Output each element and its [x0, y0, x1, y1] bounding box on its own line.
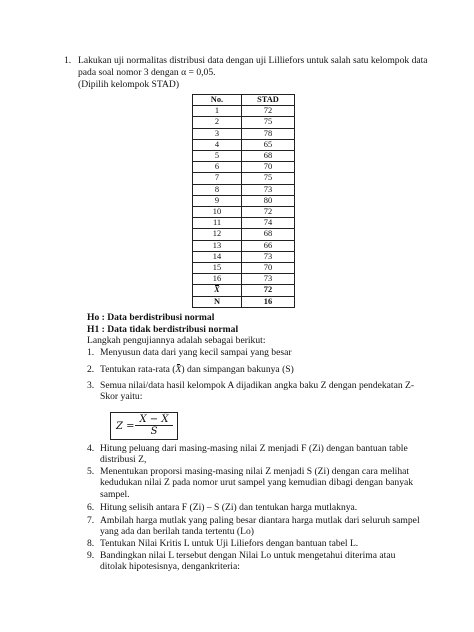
row-number: 14 [193, 251, 242, 262]
row-number: 1 [193, 106, 242, 117]
mean-symbol: X [214, 285, 220, 295]
step-line: Ambilah harga mutlak yang paling besar diantara harga mutlak dari seluruh sampel [100, 515, 420, 526]
row-number: 6 [193, 162, 242, 173]
row-number: 7 [193, 173, 242, 184]
stad-score: 75 [241, 117, 294, 128]
col-header-stad: STAD [241, 95, 294, 106]
table-row [193, 106, 295, 117]
stad-score: 74 [241, 218, 294, 229]
row-number: 16 [193, 274, 242, 285]
mean-value: 72 [241, 285, 294, 296]
row-number: 3 [193, 128, 242, 139]
question-text [78, 55, 444, 91]
stad-score: 73 [241, 184, 294, 195]
table-row [193, 162, 295, 173]
step-number: 3. [87, 380, 95, 391]
table-row [193, 195, 295, 206]
step-line: Semua nilai/data hasil kelompok A dijadikan angka baku Z dengan pendekatan Z- [100, 380, 415, 391]
step-line: Hitung selisih antara F (Zi) – S (Zi) dan tentukan harga mutlaknya. [100, 502, 358, 513]
row-number: 9 [193, 195, 242, 206]
formula-fraction [133, 414, 175, 437]
stad-score: 73 [241, 251, 294, 262]
step-line: Tentukan Nilai Kritis L untuk Uji Liliefors dengan bantuan tabel L. [100, 538, 359, 549]
row-number: 10 [193, 207, 242, 218]
table-row [193, 117, 295, 128]
step-number: 2. [87, 364, 95, 375]
step-number: 9. [87, 550, 95, 561]
stad-score: 68 [241, 229, 294, 240]
step-line: distribusi Z, [100, 454, 147, 466]
stad-score: 80 [241, 195, 294, 206]
step-line: Bandingkan nilai L tersebut dengan Nilai Lo untuk mengetahui diterima atau [100, 550, 396, 561]
step-number: 6. [87, 502, 95, 513]
row-number: 4 [193, 139, 242, 150]
steps-intro: Langkah pengujiannya adalah sebagai berikut: [87, 335, 266, 347]
table-row [193, 274, 295, 285]
step-number: 7. [87, 515, 95, 526]
step-line: Hitung peluang dari masing-masing nilai Z menjadi F (Zi) dengan bantuan table [100, 443, 408, 454]
question-number: 1. [64, 55, 72, 66]
table-row [193, 139, 295, 150]
z-score-formula [110, 412, 178, 440]
stad-score: 75 [241, 173, 294, 184]
question-line: Lakukan uji normalitas distribusi data dengan uji Lilliefors untuk salah satu kelompok data [78, 55, 428, 66]
table-row [193, 218, 295, 229]
table-row [193, 240, 295, 251]
alt-hypothesis: H1 : Data tidak berdistribusi normal [87, 323, 239, 335]
stad-score: 70 [241, 263, 294, 274]
stad-score: 73 [241, 274, 294, 285]
stad-score: 68 [241, 151, 294, 162]
table-row [193, 229, 295, 240]
table-row [193, 151, 295, 162]
step-line: Skor yaitu: [100, 391, 143, 403]
stad-score: 72 [241, 106, 294, 117]
n-value: 16 [241, 296, 294, 307]
step-line: ditolak hipotesisnya, dengankriteria: [100, 561, 240, 573]
step-line: sampel. [100, 488, 130, 500]
row-number: 5 [193, 151, 242, 162]
n-row [193, 296, 295, 307]
mean-row [193, 285, 295, 296]
table-row [193, 173, 295, 184]
question-line: (Dipilih kelompok STAD) [78, 79, 180, 90]
mean-label [193, 285, 242, 296]
step-number: 4. [87, 443, 95, 454]
table-row [193, 128, 295, 139]
step-number: 5. [87, 466, 95, 477]
stad-score: 65 [241, 139, 294, 150]
row-number: 2 [193, 117, 242, 128]
mean-symbol: X [175, 364, 182, 375]
stad-score: 70 [241, 162, 294, 173]
table-header-row [193, 95, 295, 106]
step-text: Tentukan rata-rata ( [100, 364, 176, 375]
step-line [100, 364, 450, 375]
formula-numerator: X − X̄ [139, 414, 169, 425]
stad-score: 78 [241, 128, 294, 139]
question-line: pada soal nomor 3 dengan α = 0,05. [78, 67, 216, 78]
n-label: N [193, 296, 242, 307]
table-row [193, 263, 295, 274]
table-row [193, 251, 295, 262]
table-row [193, 184, 295, 195]
step-line: Menyusun data dari yang kecil sampai yang besar [100, 347, 292, 358]
formula-lhs: Z = [116, 421, 135, 432]
row-number: 12 [193, 229, 242, 240]
row-number: 11 [193, 218, 242, 229]
step-text: ) dan simpangan bakunya (S) [181, 364, 294, 375]
stad-table [192, 94, 295, 308]
step-number: 1. [87, 347, 95, 358]
table-row [193, 207, 295, 218]
step-line: yang ada dan berilah tanda tertentu (Lo) [100, 526, 254, 538]
row-number: 8 [193, 184, 242, 195]
stad-score: 72 [241, 207, 294, 218]
stad-score: 66 [241, 240, 294, 251]
col-header-no: No. [193, 95, 242, 106]
step-line: Menentukan proporsi masing-masing nilai Z menjadi S (Zi) dengan cara melihat [100, 466, 410, 477]
null-hypothesis: Ho : Data berdistribusi normal [87, 312, 215, 323]
step-number: 8. [87, 538, 95, 549]
row-number: 15 [193, 263, 242, 274]
formula-denominator: S [150, 426, 158, 437]
hypotheses [87, 312, 265, 347]
step-line: kedudukan nilai Z pada nomor urut sampel yang kemudian dibagi dengan banyak [100, 477, 414, 489]
row-number: 13 [193, 240, 242, 251]
